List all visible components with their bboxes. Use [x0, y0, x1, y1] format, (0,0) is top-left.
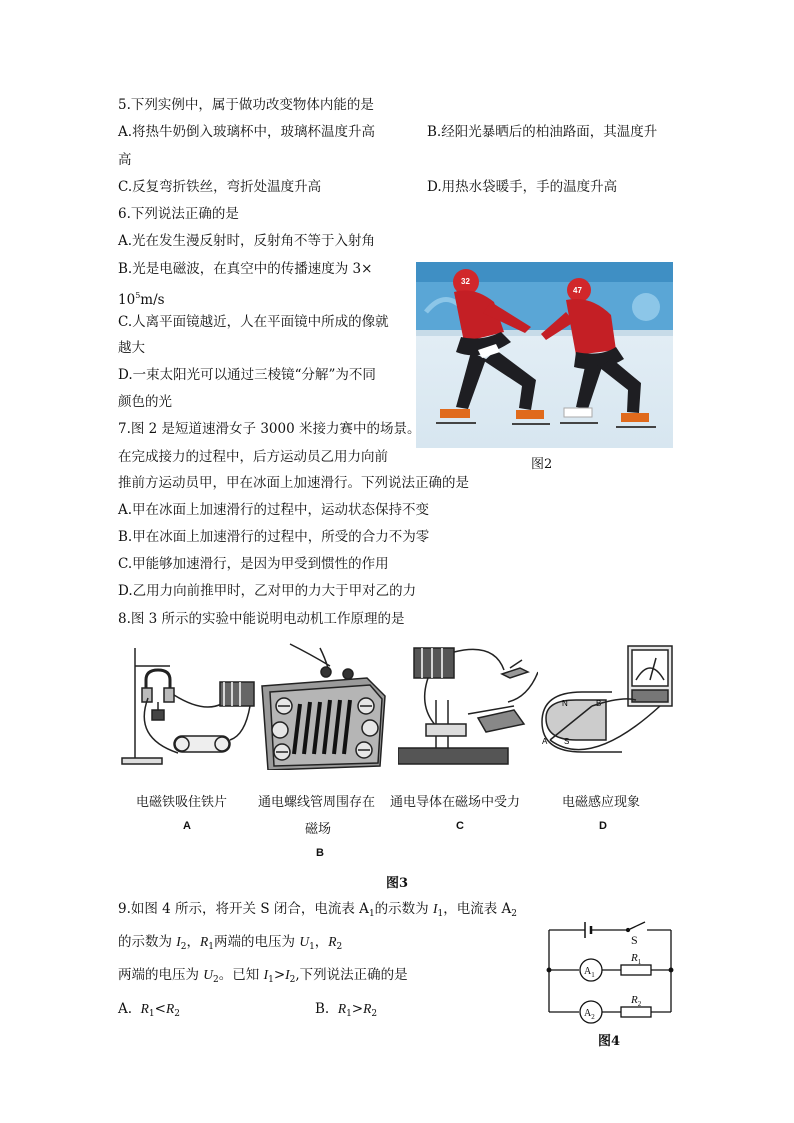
q6-option-c-cont: 越大: [118, 340, 145, 356]
speed-skating-photo: [416, 262, 673, 448]
q7-stem-line2: 在完成接力的过程中，后方运动员乙用力向前: [118, 449, 388, 465]
figure-3a-letter: A: [183, 820, 191, 832]
magnet-n-label: N: [562, 699, 568, 708]
helmet-number-2: 47: [573, 286, 582, 295]
figure-3a-electromagnet: [118, 640, 258, 772]
q6-stem: 6.下列说法正确的是: [118, 206, 239, 222]
figure-3a-caption: 电磁铁吸住铁片: [136, 795, 228, 810]
figure-2-caption: 图2: [531, 457, 553, 472]
magnet-s-label: S: [564, 737, 570, 746]
q6-option-d-cont: 颜色的光: [118, 394, 172, 410]
q5-stem: 5.下列实例中，属于做功改变物体内能的是: [118, 97, 374, 113]
ammeter-a1-label: $A_1$: [584, 966, 595, 979]
q7-option-b: B.甲在冰面上加速滑行的过程中，所受的合力不为零: [118, 529, 430, 545]
q9-line2: 的示数为 $I_2$，$R_1$两端的电压为 $U_1$，$R_2$: [118, 934, 343, 952]
q5-option-d: D.用热水袋暖手，手的温度升高: [427, 179, 618, 195]
figure-3b-letter: B: [316, 847, 324, 859]
wire-b-label: B: [596, 699, 602, 708]
helmet-number-1: 32: [461, 277, 470, 286]
q6-option-b: B.光是电磁波，在真空中的传播速度为 3×: [118, 261, 373, 277]
figure-4-circuit: [545, 918, 675, 1026]
q7-option-a: A.甲在冰面上加速滑行的过程中，运动状态保持不变: [118, 502, 430, 518]
figure-3d-caption: 电磁感应现象: [562, 795, 641, 810]
figure-3c-caption: 通电导体在磁场中受力: [390, 795, 521, 810]
q9-line1: 9.如图 4 所示，将开关 S 闭合，电流表 $A_1$的示数为 $I_1$，电流表 $A_2$: [118, 901, 517, 919]
figure-3b-caption-line2: 磁场: [305, 822, 332, 837]
q9-option-a: A. $R_1<R_2$: [118, 1001, 180, 1019]
switch-label: S: [631, 933, 638, 947]
figure-3b-caption-line1: 通电螺线管周围存在: [258, 795, 376, 810]
q7-stem-line1: 7.图 2 是短道速滑女子 3000 米接力赛中的场景。: [118, 421, 421, 437]
resistor-r1-label: $R_1$: [631, 952, 642, 966]
q5-option-a: A.将热牛奶倒入玻璃杯中，玻璃杯温度升高: [118, 124, 376, 140]
q6-option-a: A.光在发生漫反射时，反射角不等于入射角: [118, 233, 376, 249]
q8-stem: 8.图 3 所示的实验中能说明电动机工作原理的是: [118, 611, 405, 627]
q6-option-d: D.一束太阳光可以通过三棱镜“分解”为不同: [118, 367, 376, 383]
q5-option-b: B.经阳光暴晒后的柏油路面，其温度升: [427, 124, 658, 140]
figure-3-caption: 图3: [386, 876, 409, 891]
resistor-r2-label: $R_2$: [631, 994, 642, 1008]
q7-option-d: D.乙用力向前推甲时，乙对甲的力大于甲对乙的力: [118, 583, 417, 599]
figure-3d-letter: D: [599, 820, 607, 832]
q5-option-c: C.反复弯折铁丝，弯折处温度升高: [118, 179, 322, 195]
q7-option-c: C.甲能够加速滑行，是因为甲受到惯性的作用: [118, 556, 389, 572]
wire-a-label: A: [542, 737, 548, 746]
q5-option-b-cont: 高: [118, 152, 132, 168]
q7-stem-line3: 推前方运动员甲，甲在冰面上加速滑行。下列说法正确的是: [118, 475, 469, 491]
q9-line3: 两端的电压为 $U_2$。已知 $I_1>I_2$,下列说法正确的是: [118, 967, 408, 985]
q9-option-b: B. $R_1>R_2$: [315, 1001, 378, 1019]
figure-3b-solenoid: [260, 642, 395, 770]
q6-option-b-cont: $10^5m/s$: [118, 291, 165, 308]
figure-3d-induction: [536, 640, 674, 772]
ammeter-a2-label: $A_2$: [584, 1008, 595, 1021]
figure-4-caption: 图4: [598, 1034, 621, 1049]
figure-3c-conductor: [398, 640, 538, 770]
figure-3c-letter: C: [456, 820, 464, 832]
q6-option-c: C.人离平面镜越近，人在平面镜中所成的像就: [118, 314, 389, 330]
